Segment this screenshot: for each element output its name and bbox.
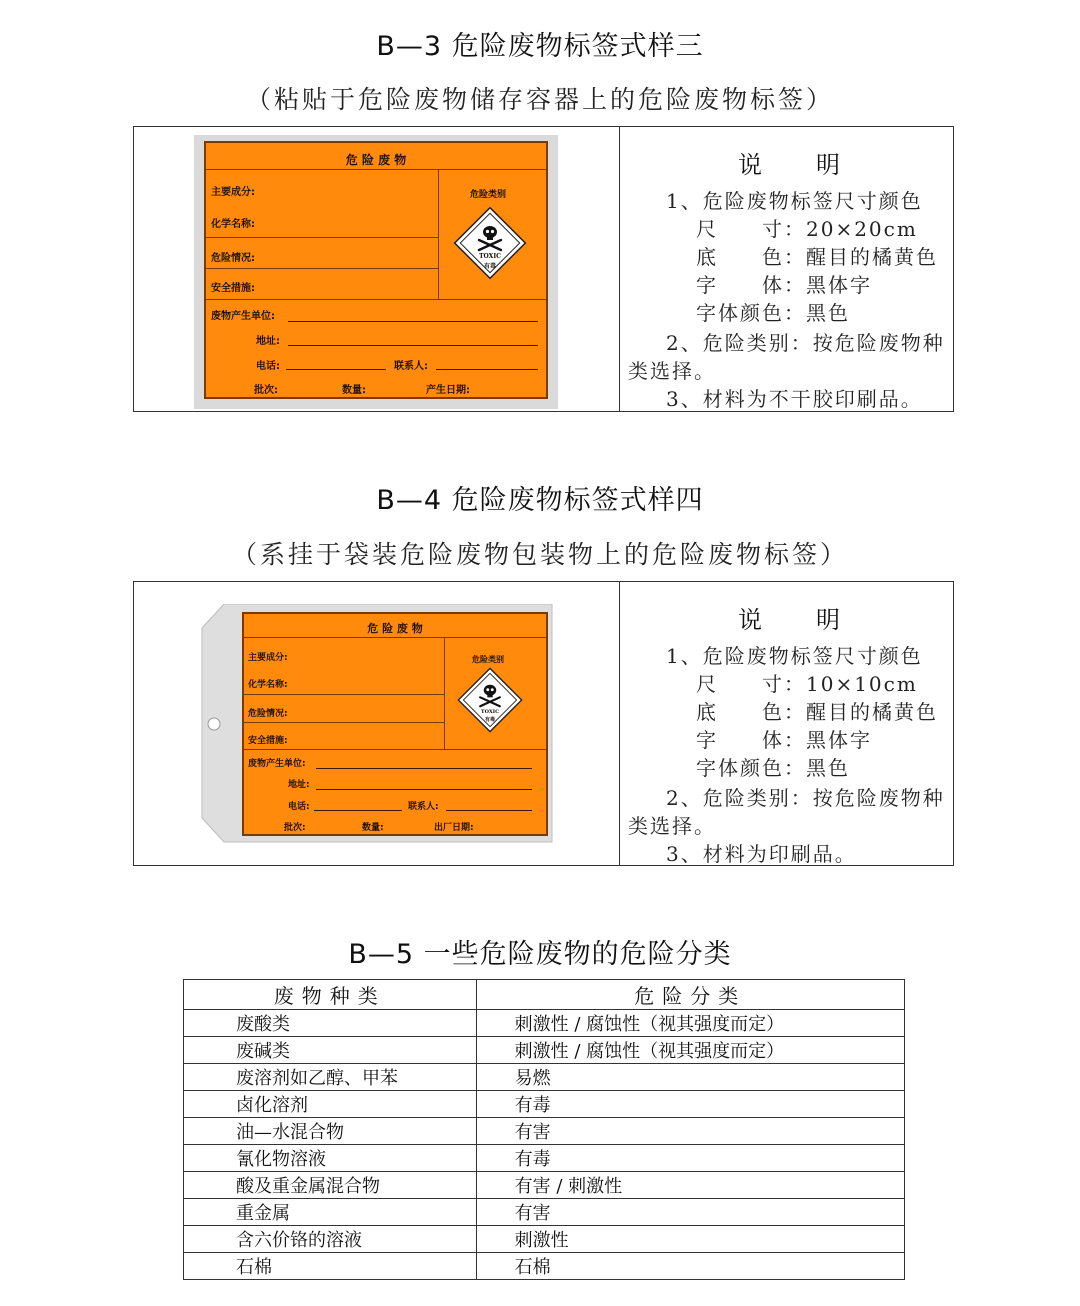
table-row — [184, 1172, 905, 1199]
field-phone: 电话: — [288, 802, 310, 812]
label-sample-box-b3 — [133, 126, 954, 412]
table-row — [184, 1226, 905, 1253]
sign-text-cn: 有毒 — [483, 263, 496, 270]
section-subheading-b3: （粘贴于危险废物储存容器上的危险废物标签） — [245, 85, 834, 114]
table-row — [184, 1199, 905, 1226]
desc-line: 1、危险废物标签尺寸颜色 — [666, 189, 923, 213]
hazard-class-cell: 有毒 — [476, 1091, 904, 1118]
label-title: 危 险 废 物 — [345, 153, 407, 167]
section-subheading-b4: （系挂于袋装危险废物包装物上的危险废物标签） — [231, 540, 848, 569]
waste-type-cell: 卤化溶剂 — [184, 1091, 477, 1118]
toxic-hazard-icon — [456, 666, 524, 734]
hazard-class-cell: 刺激性 / 腐蚀性（视其强度而定） — [476, 1010, 904, 1037]
desc-line: 字体颜色：黑色 — [696, 301, 850, 325]
column-header-waste-type: 废物种类 — [184, 980, 477, 1010]
table-heading-b5: B—5 一些危险废物的危险分类 — [348, 939, 732, 970]
field-contact: 联系人: — [394, 361, 428, 372]
field-address: 地址: — [256, 336, 280, 347]
desc-line: 底 色：醒目的橘黄色 — [696, 245, 938, 269]
waste-type-cell: 油—水混合物 — [184, 1118, 477, 1145]
field-main-ingredient: 主要成分: — [248, 653, 288, 663]
field-factory-date: 出厂日期: — [434, 823, 474, 833]
hazard-classification-table — [183, 979, 905, 1280]
desc-line: 字体颜色：黑色 — [696, 756, 850, 780]
desc-line: 1、危险废物标签尺寸颜色 — [666, 644, 923, 668]
sign-text-en: TOXIC — [479, 253, 501, 260]
description-title: 说 明 — [738, 151, 842, 179]
desc-line: 字 体：黑体字 — [696, 273, 872, 297]
description-title: 说 明 — [738, 606, 842, 634]
box-divider — [619, 582, 620, 865]
table-row — [184, 1118, 905, 1145]
field-producer: 废物产生单位: — [211, 311, 275, 322]
field-main-ingredient: 主要成分: — [211, 187, 255, 198]
field-safety-measures: 安全措施: — [211, 283, 255, 294]
table-row — [184, 1010, 905, 1037]
hazard-label-b4 — [242, 612, 548, 836]
hazard-class-cell: 有害 — [476, 1199, 904, 1226]
hazard-class-cell: 有害 / 刺激性 — [476, 1172, 904, 1199]
hazard-class-cell: 刺激性 — [476, 1226, 904, 1253]
table-row — [184, 1037, 905, 1064]
desc-line: 尺 寸：10×10cm — [696, 672, 918, 696]
column-header-hazard-class: 危险分类 — [476, 980, 904, 1010]
field-hazard-situation: 危险情况: — [248, 709, 288, 719]
hazard-class-cell: 有毒 — [476, 1145, 904, 1172]
field-produce-date: 产生日期: — [426, 385, 470, 396]
label-sample-box-b4 — [133, 581, 954, 866]
field-contact: 联系人: — [408, 802, 439, 812]
waste-type-cell: 废碱类 — [184, 1037, 477, 1064]
field-chemical-name: 化学名称: — [211, 219, 255, 230]
field-hazard-situation: 危险情况: — [211, 253, 255, 264]
toxic-hazard-icon — [452, 205, 528, 281]
label-title: 危 险 废 物 — [367, 622, 423, 635]
hazard-class-cell: 易燃 — [476, 1064, 904, 1091]
waste-type-cell: 酸及重金属混合物 — [184, 1172, 477, 1199]
section-heading-b3: B—3 危险废物标签式样三 — [376, 31, 704, 62]
table-row — [184, 1145, 905, 1172]
sign-text-cn: 有毒 — [484, 717, 495, 723]
waste-type-cell: 石棉 — [184, 1253, 477, 1280]
waste-type-cell: 氰化物溶液 — [184, 1145, 477, 1172]
hazard-class-cell: 刺激性 / 腐蚀性（视其强度而定） — [476, 1037, 904, 1064]
table-row — [184, 1091, 905, 1118]
waste-type-cell: 含六价铬的溶液 — [184, 1226, 477, 1253]
sign-text-en: TOXIC — [480, 709, 500, 715]
section-heading-b4: B—4 危险废物标签式样四 — [376, 485, 704, 516]
hazard-class-cell: 石棉 — [476, 1253, 904, 1280]
field-phone: 电话: — [256, 361, 280, 372]
table-row — [184, 1253, 905, 1280]
hazard-label-b3 — [204, 141, 548, 399]
field-hazard-category: 危险类别 — [472, 655, 504, 664]
field-batch: 批次: — [254, 385, 278, 396]
desc-line: 类选择。 — [628, 359, 716, 383]
field-safety-measures: 安全措施: — [248, 736, 288, 746]
desc-line: 底 色：醒目的橘黄色 — [696, 700, 938, 724]
field-address: 地址: — [288, 780, 310, 790]
box-divider — [619, 127, 620, 411]
table-row — [184, 1064, 905, 1091]
waste-type-cell: 废溶剂如乙醇、甲苯 — [184, 1064, 477, 1091]
desc-line: 2、危险类别：按危险废物种 — [666, 331, 945, 355]
desc-line: 3、材料为印刷品。 — [666, 842, 857, 866]
waste-type-cell: 废酸类 — [184, 1010, 477, 1037]
field-chemical-name: 化学名称: — [248, 680, 288, 690]
desc-line: 3、材料为不干胶印刷品。 — [666, 387, 923, 411]
field-quantity: 数量: — [362, 823, 384, 833]
desc-line: 字 体：黑体字 — [696, 728, 872, 752]
waste-type-cell: 重金属 — [184, 1199, 477, 1226]
field-batch: 批次: — [284, 823, 306, 833]
field-producer: 废物产生单位: — [248, 759, 306, 769]
field-quantity: 数量: — [342, 385, 366, 396]
desc-line: 类选择。 — [628, 814, 716, 838]
hazard-class-cell: 有害 — [476, 1118, 904, 1145]
table-header-row — [184, 980, 905, 1010]
field-hazard-category: 危险类别 — [470, 190, 507, 200]
desc-line: 尺 寸：20×20cm — [696, 217, 918, 241]
desc-line: 2、危险类别：按危险废物种 — [666, 786, 945, 810]
